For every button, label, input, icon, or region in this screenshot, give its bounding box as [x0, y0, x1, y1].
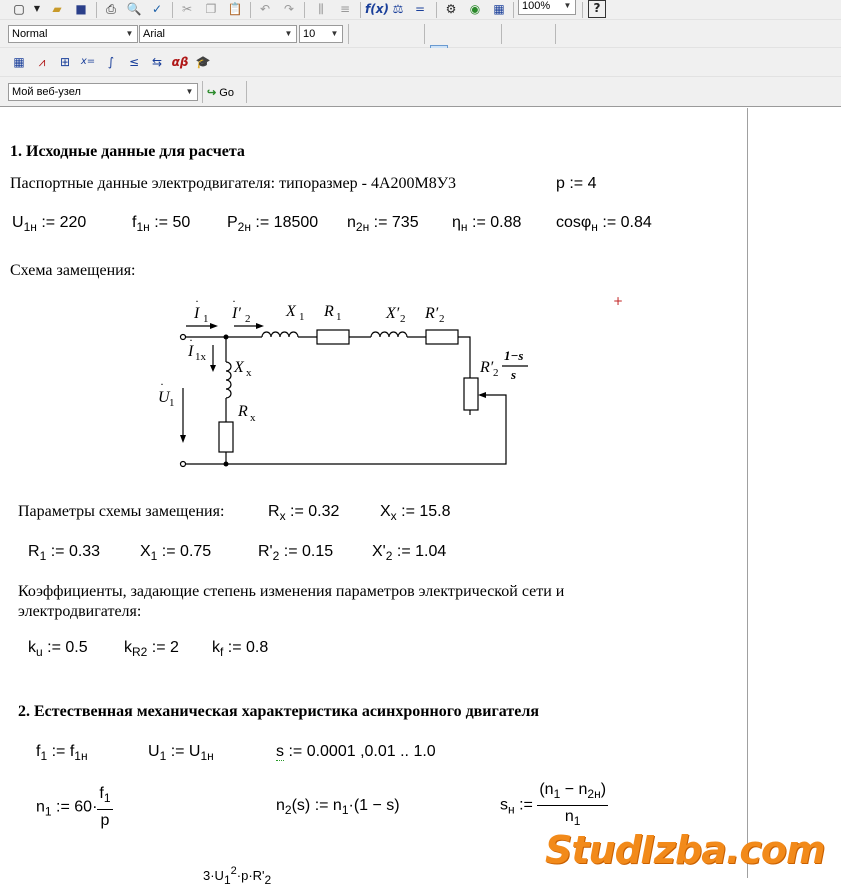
svg-text:·: ·	[195, 294, 199, 308]
font-size-select[interactable]	[299, 25, 343, 43]
crosshair-cursor-icon: +	[613, 294, 624, 308]
x2-definition[interactable]: $X'_2$ := 1.04	[372, 543, 447, 563]
font-dropdown-icon[interactable]: ▼	[284, 29, 293, 38]
svg-text:1: 1	[299, 311, 305, 323]
save-icon[interactable]: ■	[75, 2, 87, 16]
matrix-palette-icon[interactable]: ⊞	[59, 55, 71, 69]
symbolic-palette-icon[interactable]: 🎓	[195, 55, 211, 69]
align-down-icon[interactable]: ≡	[339, 2, 351, 16]
go-arrow-icon: ↪	[207, 87, 217, 99]
spell-check-icon[interactable]: ✓	[151, 2, 163, 16]
svg-text:·: ·	[189, 333, 193, 347]
print-icon[interactable]: ⎙	[106, 2, 116, 16]
equivalent-circuit[interactable]	[150, 290, 550, 475]
xx-definition[interactable]: $X_x$ := 15.8	[380, 503, 451, 523]
f1n-definition[interactable]: $f_{1н}$ := 50	[132, 214, 191, 234]
component-icon[interactable]: ⚙	[445, 2, 457, 16]
u1n-definition[interactable]: $U_{1н}$ := 220	[12, 214, 87, 234]
align-across-icon[interactable]: ⫼	[318, 2, 324, 16]
p2n-definition[interactable]: $P_{2н}$ := 18500	[227, 214, 319, 234]
u1-definition[interactable]: $U_1$ := $U_{1н}$	[148, 743, 214, 763]
svg-text:1: 1	[169, 397, 175, 409]
x2-label: X′	[386, 305, 400, 322]
calculus-palette-icon[interactable]: ∫	[107, 55, 115, 69]
cut-icon[interactable]: ✂	[181, 2, 193, 16]
evaluation-palette-icon[interactable]: x=	[80, 56, 96, 67]
rx-label: R	[238, 403, 248, 420]
go-button[interactable]	[207, 84, 234, 102]
scheme-title: Схема замещения:	[10, 262, 136, 279]
passport-text: Паспортные данные электродвигателя: типоразмер - 4А200М8У3	[10, 175, 457, 192]
coefficients-text: Коэффициенты, задающие степень изменения параметров электрической сети и электродвигателя:	[18, 583, 565, 620]
math-toolbar	[0, 48, 841, 77]
svg-text:1: 1	[336, 311, 342, 323]
svg-text:·: ·	[160, 377, 164, 391]
address-dropdown-icon[interactable]: ▼	[185, 87, 194, 96]
studizba-watermark: StudIzba.com	[545, 828, 825, 872]
svg-text:1: 1	[203, 313, 209, 325]
r2-definition[interactable]: $R'_2$ := 0.15	[258, 543, 334, 563]
style-value: Normal	[12, 28, 48, 40]
copy-icon[interactable]: ❐	[205, 2, 217, 16]
i1-label: I	[194, 305, 200, 322]
ku-definition[interactable]: $k_u$ := 0.5	[28, 639, 88, 659]
f1-definition[interactable]: $f_1$ := $f_{1н}$	[36, 743, 88, 763]
section-2-heading: 2. Естественная механическая характеристика асинхронного двигателя	[18, 703, 539, 720]
r2-label: R′	[425, 305, 439, 322]
formatting-toolbar	[0, 20, 841, 48]
load-denominator: s	[511, 367, 517, 382]
insert-function-icon[interactable]: f(x)	[365, 2, 389, 16]
graph-palette-icon[interactable]: ⩘	[38, 55, 46, 69]
new-dropdown-icon[interactable]: ▼	[33, 4, 41, 13]
i2-label: I′	[232, 305, 241, 322]
address-select[interactable]	[8, 83, 198, 101]
svg-text:1x: 1x	[195, 351, 206, 363]
params-label: Параметры схемы замещения:	[18, 503, 225, 520]
undo-icon[interactable]: ↶	[259, 2, 271, 16]
go-label: Go	[219, 87, 234, 99]
page-boundary	[747, 108, 748, 878]
insert-unit-icon[interactable]: ⚖	[392, 2, 404, 16]
address-value: Мой веб-узел	[12, 86, 81, 98]
u1-label: U	[158, 389, 170, 406]
n2n-definition[interactable]: $n_{2н}$ := 735	[347, 214, 419, 234]
n1-definition[interactable]: $n_1$ := 60· $\frac{f_1}{p}$	[36, 785, 111, 829]
calculate-icon[interactable]: =	[414, 2, 426, 16]
standard-toolbar	[0, 0, 841, 20]
boolean-palette-icon[interactable]: ≤	[128, 55, 140, 69]
new-document-icon[interactable]: ▢	[13, 2, 25, 16]
svg-text:2: 2	[493, 367, 499, 379]
x1-definition[interactable]: $X_1$ := 0.75	[140, 543, 212, 563]
svg-text:2: 2	[400, 313, 406, 325]
kr2-definition[interactable]: $k_{R2}$ := 2	[124, 639, 179, 659]
font-select[interactable]	[139, 25, 297, 43]
r1-label: R	[324, 303, 334, 320]
font-size-dropdown-icon[interactable]: ▼	[330, 29, 339, 38]
zoom-select[interactable]	[518, 0, 576, 15]
cosphi-definition[interactable]: cosφ$_н$ := 0.84	[556, 214, 652, 234]
pole-pairs-definition[interactable]: p := 4	[556, 175, 597, 192]
next-formula-fragment[interactable]: $3\cdot U_1^2\cdot p\cdot R'_2$	[203, 865, 272, 887]
help-icon[interactable]: ?	[588, 0, 606, 18]
calculator-palette-icon[interactable]: ▦	[13, 55, 25, 69]
xx-label: X	[234, 359, 244, 376]
font-value: Arial	[143, 28, 166, 40]
section-1-heading: 1. Исходные данные для расчета	[10, 143, 245, 160]
i1x-label: I	[188, 343, 194, 360]
zoom-dropdown-icon[interactable]: ▼	[563, 1, 572, 10]
svg-text:2: 2	[245, 313, 251, 325]
web-icon[interactable]: ▦	[493, 2, 505, 16]
s-range-definition[interactable]: s := 0.0001 ,0.01 .. 1.0	[276, 743, 436, 760]
paste-icon[interactable]: 📋	[227, 2, 243, 16]
eta-definition[interactable]: $\eta_н$ := 0.88	[452, 214, 522, 234]
svg-text:x: x	[250, 412, 256, 424]
programming-palette-icon[interactable]: ⇆	[151, 55, 163, 69]
style-select[interactable]	[8, 25, 138, 43]
r1-definition[interactable]: $R_1$ := 0.33	[28, 543, 101, 563]
greek-palette-icon[interactable]: αβ	[171, 55, 189, 69]
svg-text:x: x	[246, 367, 252, 379]
style-dropdown-icon[interactable]: ▼	[125, 29, 134, 38]
zoom-value: 100%	[522, 0, 551, 12]
web-toolbar	[0, 77, 841, 107]
open-icon[interactable]: ▰	[52, 2, 62, 16]
n2s-definition[interactable]: $n_2(s)$ := $n_1\cdot(1 - s)$	[276, 797, 400, 817]
x1-label: X	[286, 303, 296, 320]
font-size-value: 10	[303, 28, 316, 40]
sn-definition[interactable]: $s_н$ := $\frac{(n_1 - n_{2н})}{n_1}$	[500, 781, 607, 828]
svg-text:2: 2	[439, 313, 445, 325]
load-r2-label: R′	[480, 359, 494, 376]
load-numerator: 1−s	[504, 348, 524, 363]
kf-definition[interactable]: $k_f$ := 0.8	[212, 639, 269, 659]
svg-text:·: ·	[232, 294, 236, 308]
rx-definition[interactable]: $R_x$ := 0.32	[268, 503, 340, 523]
redo-icon[interactable]: ↷	[283, 2, 295, 16]
resource-center-icon[interactable]: ◉	[469, 2, 481, 16]
print-preview-icon[interactable]: 🔍	[126, 2, 142, 16]
